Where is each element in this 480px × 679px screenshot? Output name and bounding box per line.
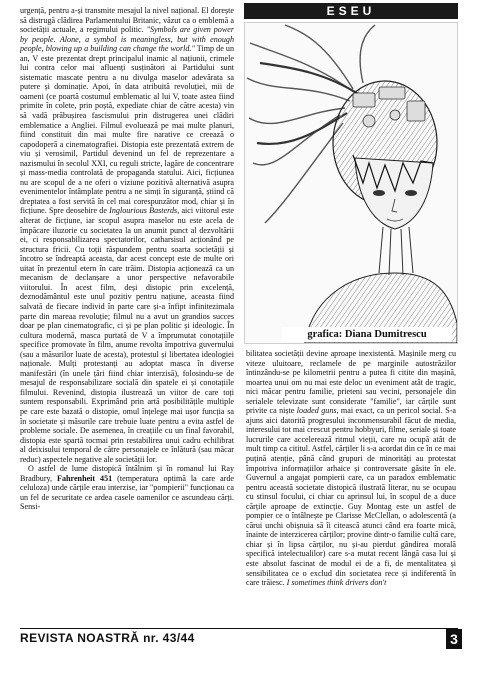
article-paragraph xyxy=(20,6,234,464)
artwork-illustration xyxy=(244,22,458,344)
section-header xyxy=(244,3,458,19)
text-run: O astfel de lume distopică întâlnim și în romanul lui Ray Bradbury, xyxy=(20,464,234,483)
quote-italic: loaded guns xyxy=(296,406,337,416)
text-run: (temperatura optimă la care arde celuloza) unde cărțile erau interzise, iar "pompierii" funcționau ca un fel de securitate ce ardea casele oamenilor ce ascundeau cărți. Sensi- xyxy=(20,473,234,512)
text-run: urgență, pentru a-și transmite mesajul la nivel național. El dorește să distrugă clădirea Parlamentului Britanic, văzut ca o emblemă a societății actuale, a regimului politic. xyxy=(20,6,234,35)
text-run: , mai exact, ca un pericol social. S-a ajuns aici datorită progresului inconmensurabil făcut de media, interesului tot mai crescut pentru hobbyuri, filme, seriale și toate lucrurile care accelerează ritmul vieții, care nu ocupă atât de mult timp ca cititul. Astfel, cărțiler li s-a acordat din ce în ce mai puțină atenție, până când grupuri de minorități au protestat împotriva informațiilor arhaice și controversate găsite în ele. Guvernul a angajat pompierii care, ca un paradox emblematic pentru această societate distopică ilustrată literar, nu se ocupau cu stinsul focului, ci chiar cu aprinsul lui, în scopul de a duce cărțile aproape de extincție. Guy Montag este un astfel de pompier ce o întâlnește pe Clarisse McClellan, o adolescentă (a cărui unchi obișnuia să îi citească atunci când era foarte mică, înainte de interzicerea cărților; provine dintr-o familie cultă care, chiar și în lipsa cărților, nu și-au pierdut gândirea morală specifică intelectualilor) care s-a mutat recent lângă casa lui și este absolut fascinat de modul ei de a fi, de mentalitatea și sensibilitatea ce o exclud din societatea rece și indiferentă în care trăiesc. xyxy=(246,406,456,588)
book-title-bold: Fahrenheit 451 xyxy=(57,473,113,483)
image-caption: grafica: Diana Dumitrescu xyxy=(282,327,452,342)
article-column-left xyxy=(20,6,234,624)
magazine-footer: REVISTA NOASTRĂ nr. 43/44 xyxy=(20,631,195,645)
text-run: , aici viitorul este alterat de ficțiune, iar scopul asupra maselor nu este acela de împăcare iluzorie cu societatea la un anumit punct al dezvoltării ei, ci responsabilizarea spectatorilor, catharsisul acționând pe structura fricii. Cu toții răspundem pentru soarta societății și încotro se îndreaptă aceasta, dar acest concept este de multe ori uitat în prezentul etern în care trăim. Distopia acționează ca un mecanism de declanșare a unor perspective nefavorabile viitorului. În acest film, deși distopic prin excelență, deznodământul este unul pozitiv pentru națiune, aceasta fiind salvată de fiecare individ în parte care și-a înfipt infinitezimala parte din mareaa revoluție; filmul nu a avut un grandios succes doar pe plan cinematografic, ci și pe plan politic și ideologic. În cultura modernă, masca purtată de V a împrumutat conotațiile specifice promovate în film, anume revolta împotriva guvernului (sau a măsurilor luate de acesta), protestul și libertatea ideologiei naționale. Mulți protestanți au adoptat masca în diverse manifestări (în unele țări fiind chiar interzisă), folosindu-se de mesajul de responsabilizare socială din spatele ei și conotațiile filmului. Revenind, distopia ilustrează un viitor de care toți suntem responsabili. Exprimând prin artă posibilitățile multiple pe care este bazată o distopie, omul înțelege mai ușor funcția sa în societate și măsurile care trebuie luate pentru a evita astfel de probleme sociale. De asemenea, în creațiile cu un final favorabil, distopia este spartă tocmai prin restabilirea unui cadru echilibrat al deixisului temporal de către personajele ce înlătură (sau măcar reduc) aspectele negative ale societății lor. xyxy=(20,206,234,464)
article-paragraph xyxy=(246,349,456,588)
footer-divider xyxy=(20,628,458,629)
article-paragraph xyxy=(20,464,234,512)
quote-italic: I sometimes think drivers don't xyxy=(286,578,387,588)
film-title-italic: Inglourious Basterds xyxy=(109,206,178,216)
text-run: Timp de un an, V este prezentat drept principalul inamic al națiunii, crimele lui contra celor mai afluenți susținători ai Partidului sunt sistematic mascate pentru a nu divulga maselor adevărata sa putere și dominație. Apoi, în data atribuită revoluției, mii de oameni (ce poartă costumul emblematic al lui V, toate astea fiind primite în colete, prin poștă, expediate chiar de către acesta) vin să vadă prăbușirea fascismului prin distrugerea unei clădiri emblematice a Angliei. Filmul evoluează pe mai multe planuri, fiind constituit din mai multe fire narative ce creează o capodoperă a cinematografiei. Distopia este prezentată extrem de viu și verosimil, Partidul devenind un fel de reprezentare a nazismului în secolul XXI, cu reguli stricte, lagăre de concentrare și mass-media controlată de propaganda statului. Aici, ficțiunea nu are scopul de a ne oferi o viziune pozitivă alternativă asupra evenimentelor întâmplate pentru a ne simți în siguranță, știind că dreptatea a fost servită în cel mai corespunzător mod, chiar și în ficțiune. Spre deosebire de xyxy=(20,44,234,216)
quote-italic: "Symbols are given power by people. Alone, a symbol is meaningless, but with enough people, blowing up a building can change the world." xyxy=(20,25,234,54)
article-column-right xyxy=(246,349,456,624)
text-run: bilitatea societății devine aproape inexistentă. Mașinile merg cu viteze uluitoare, reclamele de pe marginile autostrăzilor întinzându-se pe kilometrii pentru a putea fi citite din mașină, moartea unui om nu mai este deloc un eveniment atât de tragic, nici măcar pentru familie, prieteni sau vecini, personajele din serialele televizate sunt considerate "familie", iar cărțile sunt privite ca niște xyxy=(246,349,456,416)
section-label: ESEU xyxy=(326,4,376,18)
robot-head-icon xyxy=(245,23,457,343)
page-number: 3 xyxy=(446,629,462,649)
